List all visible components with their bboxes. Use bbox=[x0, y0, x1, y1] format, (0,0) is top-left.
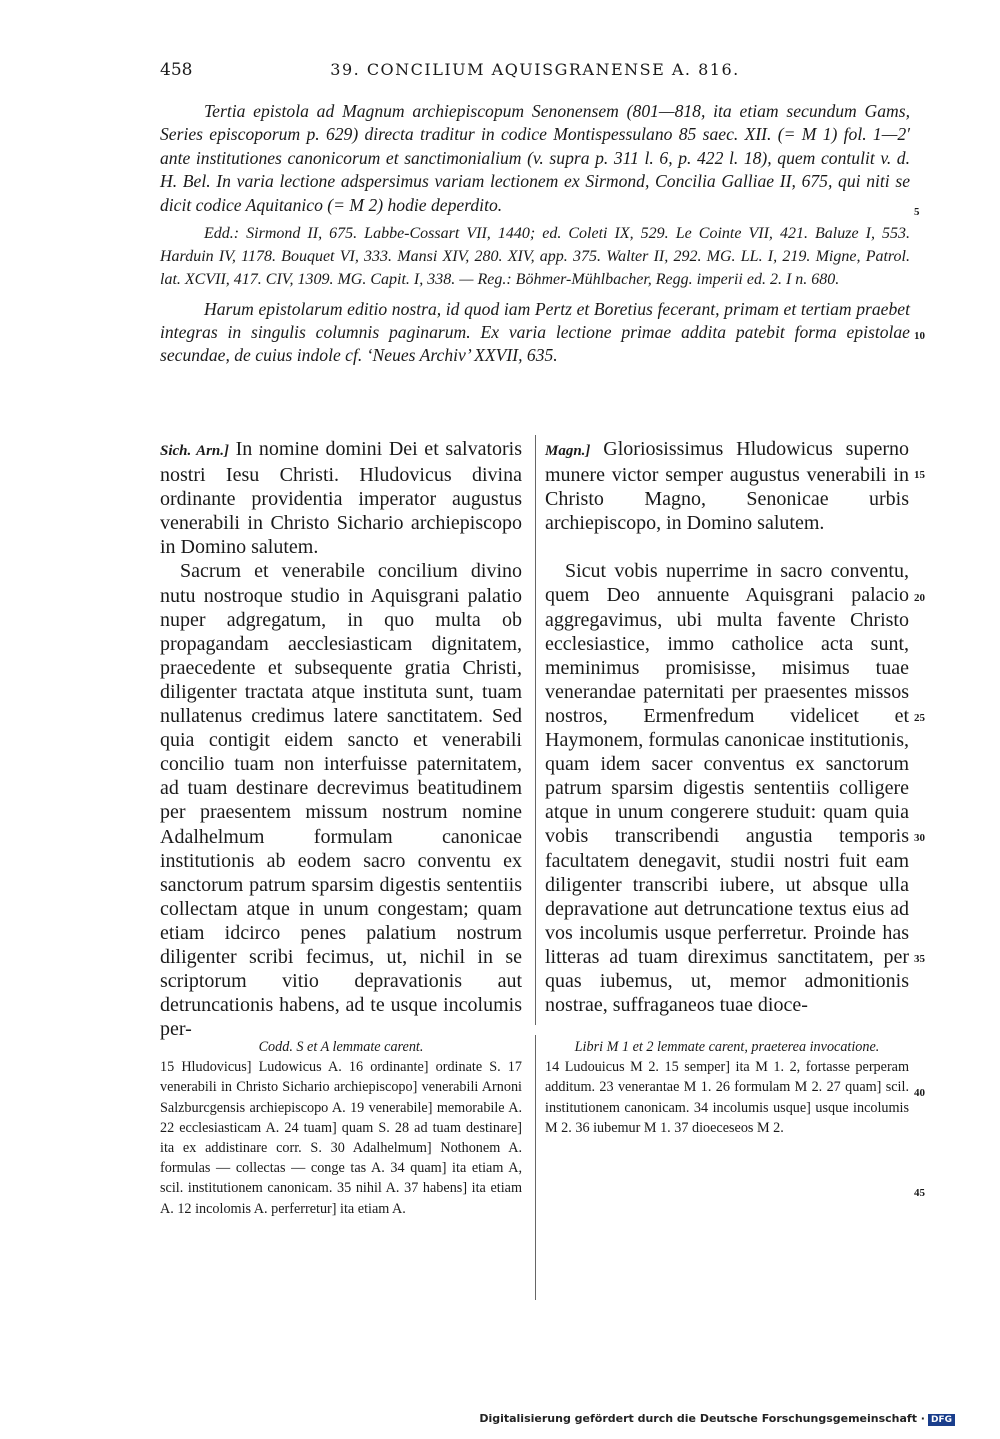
right-lemma: Magn.] bbox=[545, 443, 591, 459]
left-apparatus-body: 15 Hludovicus] Ludowicus A. 16 ordinante] ordinate S. 17 venerabili in Christo Sichario archiepiscopo] venerabili Arnoni Salzburcgensis archiepiscopo A. 19 venerabile] memorabile A. 22 ecclesiasticam A. 24 tuam] quam S. 28 ad tuam destinare] ita ex addistinare corr. S. 30 Adalhelmum] Nothonem A. formulas — collectas — conge tas A. 34 quam] ita etiam A, scil. institutionem canonicam. 35 nihil A. 37 habens] ita etiam A. 12 incolomis A. perferretur] ita etiam A. bbox=[160, 1059, 522, 1217]
dfg-logo: DFG bbox=[928, 1414, 955, 1426]
left-apparatus-heading: Codd. S et A lemmate carent. bbox=[258, 1039, 424, 1055]
line-number: 25 bbox=[914, 712, 925, 724]
digitization-footer bbox=[479, 1412, 955, 1426]
right-column-letter-magnus bbox=[545, 437, 909, 1017]
left-apparatus bbox=[160, 1037, 522, 1219]
page-number: 458 bbox=[160, 60, 193, 80]
left-lemma: Sich. Arn.] bbox=[160, 443, 230, 459]
right-apparatus-body: 14 Ludouicus M 2. 15 semper] ita M 1. 2, fortasse perperam additum. 23 venerantae M 1. 26 formulam M 2. 27 quam] scil. institutionem canonicam. 34 incolumis usque] usque incolumis M 2. 36 iubemur M 1. 37 dioeceseos M 2. bbox=[545, 1059, 909, 1136]
intro-paragraph: Harum epistolarum editio nostra, id quod iam Pertz et Boretius fecerant, primam et tertiam praebet integras in singulis columnis paginarum. Ex varia lectione primae addita patebit forma epistolae secundae, de cuius indole cf. ‘Neues Archiv’ XXVII, 635. bbox=[160, 298, 910, 366]
line-number: 20 bbox=[914, 592, 925, 604]
column-divider bbox=[535, 435, 536, 1025]
line-number: 35 bbox=[914, 953, 925, 965]
left-column-letter-sicharius bbox=[160, 437, 522, 1041]
right-apparatus bbox=[545, 1037, 909, 1138]
line-number: 45 bbox=[914, 1187, 925, 1199]
line-number: 40 bbox=[914, 1087, 925, 1099]
intro-paragraph: Tertia epistola ad Magnum archiepiscopum Senonensem (801—818, ita etiam secundum Gams, Series episcoporum p. 629) directa traditur in codice Montispessulano 85 saec. XII. (= M 1) fol. 1—2′ ante institutiones canonicorum et sanctimonialium (v. supra p. 311 l. 6, p. 422 l. 18), quem contulit v. d. H. Bel. In varia lectione adspersimus variam lectionem ex Sirmond, Concilia Galliae II, 675, qui niti se dicit codice Aquitanico (= M 2) hodie deperdito. bbox=[160, 101, 910, 215]
footnote-divider bbox=[535, 1035, 536, 1300]
editions-paragraph: Edd.: Sirmond II, 675. Labbe-Cossart VII, 1440; ed. Coleti IX, 529. Le Cointe VII, 421. Baluze I, 553. Harduin IV, 1178. Bouquet VI, 333. Mansi XIV, 280. XIV, app. 375. Walter II, 292. MG. LL. I, 219. Migne, Patrol. lat. XCVII, 417. CIV, 1309. MG. Capit. I, 338. — Reg.: Böhmer-Mühlbacher, Regg. imperii ed. 2. I n. 680. bbox=[160, 225, 910, 289]
left-salutation: In nomine domini Dei et salvatoris nostri Iesu Christi. Hludovicus divina ordinante providentia imperator augustus venerabili in Christo Sichario archiepiscopo in Domino salutem. bbox=[160, 438, 523, 559]
page-header bbox=[160, 60, 910, 90]
running-title: 39. CONCILIUM AQUISGRANENSE A. 816. bbox=[330, 60, 740, 79]
right-body: Sicut vobis nuperrime in sacro conventu, quem Deo annuente Aquisgrani palacio aggregavimus, ubi multa favente Christo ecclesiastice, immo catholice acta sunt, meminimus promisisse, misimus tuae venerandae paternitati per praesentes missos nostros, Ermenfredum videlicet et Haymonem, formulas canonicae institutionis, quam idem sacer conventus ex sanctorum patrum sparsim digestis sententiis colligere atque in unum congerere studuit: quam quia vobis transcribendi angustia temporis facultatem denegavit, studii nostri fuit eam diligenter transcribi iubere, ut absque ulla depravatione aut detruncatione textus eius ad vos incolumis usque perferretur. Proinde has litteras ad tuam direximus sanctitatem, per quas iubemus, ut, memor admonitionis nostrae, suffraganeos tuae dioce- bbox=[545, 560, 909, 1017]
line-number: 5 bbox=[914, 206, 920, 218]
line-number: 10 bbox=[914, 330, 925, 342]
right-apparatus-heading: Libri M 1 et 2 lemmate carent, praeterea invocatione. bbox=[574, 1039, 880, 1055]
footer-text: Digitalisierung gefördert durch die Deutsche Forschungsgemeinschaft · bbox=[479, 1412, 925, 1425]
line-number: 15 bbox=[914, 469, 925, 481]
right-salutation: Gloriosissimus Hludowicus superno munere victor semper augustus venerabili in Christo Magno, Senonicae urbis archiepiscopo, in Domino salutem. bbox=[545, 438, 910, 535]
introduction bbox=[160, 100, 910, 373]
left-body: Sacrum et venerabile concilium divino nutu nostroque studio in Aquisgrani palatio nuper adgregatum, in quo multa ob propagandam aecclesiasticam dignitatem, praecedente et subsequente gratia Christi, diligenter tractata atque instituta sunt, tuam nullatenus credimus latere sanctitatem. Sed quia contigit eidem sancto et venerabili concilio tuam non interfuisse paternitatem, ad tuam destinare decrevimus beatitudinem per praesentem missum nostrum nomine Adalhelmum formulam canonicae institutionis ab eodem sacro conventu ex sanctorum patrum sparsim digestis sententiis collectam atque in unum congestam; quam etiam idcirco penes palatium nostrum diligenter scribi fecimus, ut, nichil in se scriptorum vitio depravationis aut detruncationis habens, ad te usque incolumis per- bbox=[160, 560, 522, 1041]
line-number: 30 bbox=[914, 832, 925, 844]
